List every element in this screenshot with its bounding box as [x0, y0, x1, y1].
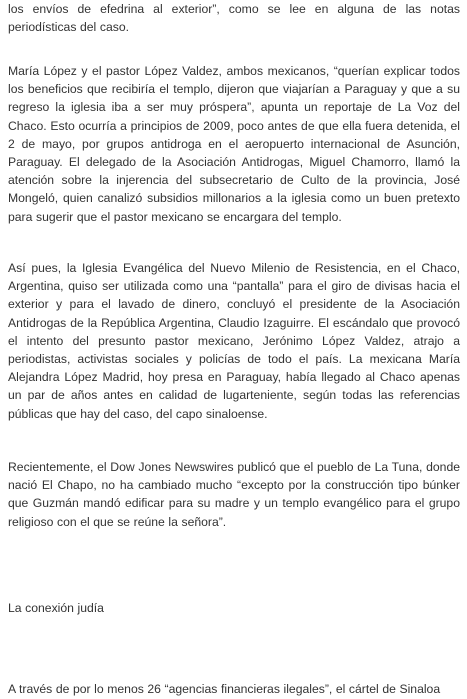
paragraph-maria-lopez: María López y el pastor López Valdez, ambos mexicanos, “querían explicar todos los beneficios que recibiría el templo, dijeron que viajarían a Paraguay y que a su regreso la iglesia iba a ser muy próspera”, apunta un reportaje de La Voz del Chaco. Esto ocurría a principios de 2009, poco antes de que ella fuera detenida, el 2 de mayo, por grupos antidroga en el aeropuerto internacional de Asunción, Paraguay. El delegado de la Asociación Antidrogas, Miguel Chamorro, llamó la atención sobre la injerencia del subsecretario de Culto de la provincia, José Mongeló, quien canalizó subsidios millonarios a la iglesia como un buen pretexto para sugerir que el pastor mexicano se encargara del templo.	[8, 64, 460, 224]
section-subheading: La conexión judía	[8, 601, 104, 615]
paragraph-efedrina: los envíos de efedrina al exterior”, como se lee en alguna de las notas periodísticas del caso.	[8, 2, 460, 35]
paragraph-agencias-financieras: A través de por lo menos 26 “agencias financieras ilegales”, el cártel de Sinaloa	[8, 682, 441, 696]
paragraph-la-tuna: Recientemente, el Dow Jones Newswires publicó que el pueblo de La Tuna, donde nació El Chapo, no ha cambiado mucho “excepto por la construcción tipo búnker que Guzmán mandó edificar para su madre y un templo evangélico para el grupo religioso con el que se reúne la señora”.	[8, 460, 460, 529]
paragraph-iglesia-evangelica: Así pues, la Iglesia Evangélica del Nuevo Milenio de Resistencia, en el Chaco, Argentina, quiso ser utilizada como una “pantalla” para el giro de divisas hacia el exterior y para el lavado de dinero, concluyó el presidente de la Asociación Antidrogas de la República Argentina, Claudio Izaguirre. El escándalo que provocó el intento del presunto pastor mexicano, Jerónimo López Valdez, atrajo a periodistas, activistas sociales y policías de todo el país. La mexicana María Alejandra López Madrid, hoy presa en Paraguay, había llegado al Chaco apenas un par de años antes en calidad de lugarteniente, según todas las referencias públicas que hay del caso, del capo sinaloense.	[8, 261, 460, 421]
